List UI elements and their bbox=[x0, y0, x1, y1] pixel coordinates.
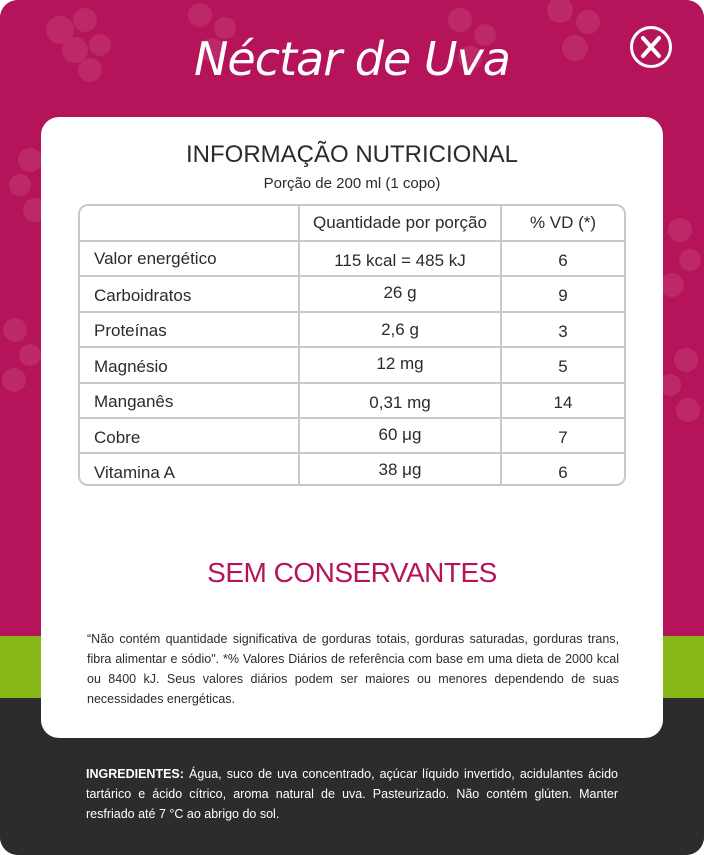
vd-value: 5 bbox=[558, 357, 568, 376]
nutrition-card bbox=[41, 117, 663, 738]
row-divider bbox=[80, 240, 624, 242]
row-divider bbox=[80, 275, 624, 277]
close-button[interactable] bbox=[630, 26, 672, 68]
page-title: Néctar de Uva bbox=[194, 32, 510, 86]
row-divider bbox=[80, 417, 624, 419]
row-divider bbox=[80, 382, 624, 384]
column-header-vd: % VD (*) bbox=[529, 213, 597, 232]
ingredients-text: Água, suco de uva concentrado, açúcar líquido invertido, acidulantes ácido tartárico e ácido cítrico, aroma natural de uva. Pasteurizado. Não contém glúten. Manter resfriado até 7 °C ao abrigo do sol. bbox=[86, 767, 618, 821]
nutrient-label: Magnésio bbox=[94, 357, 168, 376]
vd-value: 6 bbox=[558, 251, 568, 270]
column-header-amount: Quantidade por porção bbox=[313, 213, 487, 232]
ingredients-block bbox=[86, 764, 618, 824]
amount-value: 2,6 g bbox=[381, 320, 419, 339]
vd-value: 14 bbox=[553, 393, 573, 412]
nutrition-footnote: “Não contém quantidade significativa de gorduras totais, gorduras saturadas, gorduras trans, fibra alimentar e sódio". *% Valores Diários de referência com base em uma dieta de 2000 kcal ou 8400 kJ. Seus valores diários podem ser maiores ou menores dependendo de suas necessidades energéticas. bbox=[87, 632, 619, 706]
nutrient-label: Cobre bbox=[94, 428, 141, 447]
amount-value: 12 mg bbox=[376, 354, 424, 373]
nutrient-label: Manganês bbox=[94, 392, 174, 411]
amount-value: 38 μg bbox=[378, 460, 422, 479]
serving-size: Porção de 200 ml (1 copo) bbox=[263, 175, 441, 192]
nutrient-label: Valor energético bbox=[94, 249, 217, 268]
vd-value: 6 bbox=[558, 463, 568, 482]
no-preservatives-banner: SEM CONSERVANTES bbox=[207, 557, 497, 588]
vd-value: 3 bbox=[558, 322, 568, 341]
nutrition-heading: INFORMAÇÃO NUTRICIONAL bbox=[185, 141, 518, 168]
nutrient-label: Proteínas bbox=[94, 321, 167, 340]
amount-value: 26 g bbox=[383, 283, 417, 302]
close-icon bbox=[633, 29, 669, 65]
ingredients-label: INGREDIENTES: bbox=[86, 767, 184, 781]
amount-value: 0,31 mg bbox=[369, 393, 431, 412]
row-divider bbox=[80, 346, 624, 348]
row-divider bbox=[80, 311, 624, 313]
amount-value: 60 μg bbox=[378, 425, 422, 444]
vd-value: 7 bbox=[558, 428, 568, 447]
amount-value: 115 kcal = 485 kJ bbox=[334, 251, 466, 270]
row-divider bbox=[80, 452, 624, 454]
vd-value: 9 bbox=[558, 286, 568, 305]
nutrient-label: Carboidratos bbox=[94, 286, 192, 305]
nutrient-label: Vitamina A bbox=[94, 463, 175, 482]
nutrition-table bbox=[78, 204, 626, 486]
